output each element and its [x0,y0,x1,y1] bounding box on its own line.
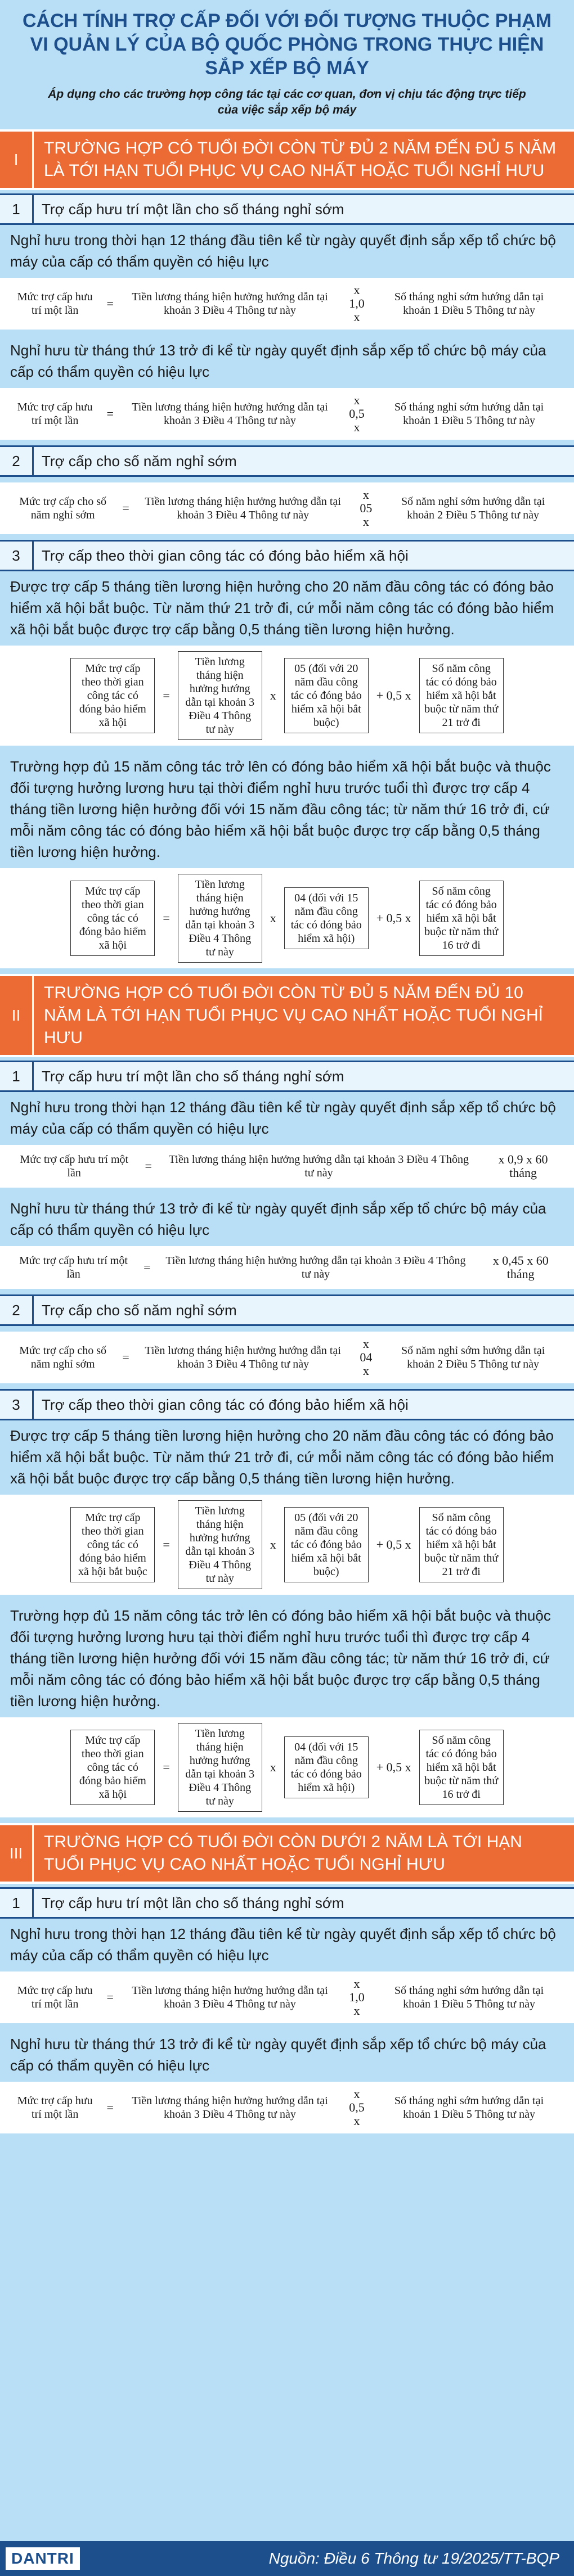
formula-term: = [122,1350,129,1364]
formula [0,1246,574,1289]
paragraph: Nghỉ hưu trong thời hạn 12 tháng đầu tiên kể từ ngày quyết định sắp xếp tổ chức bộ máy của cấp có thẩm quyền có hiệu lực [10,1925,556,1964]
dantri-logo[interactable]: DANTRI [6,2547,80,2570]
subsection-number: 3 [0,542,34,570]
formula-term: Số tháng nghỉ sớm hướng dẫn tại khoản 1 Điều 5 Thông tư này [394,401,544,427]
formula-term: Mức trợ cấp hưu trí một lần [17,1984,93,2010]
formula-term: 04 (đối với 15 năm đầu công tác có đóng bảo hiểm xã hội) [284,1736,369,1798]
formula-term: x 04 x [360,1337,373,1378]
formula-term: = [163,688,170,702]
formula [0,1972,574,2023]
subsection-number: 1 [0,1889,34,1917]
formula-term: Mức trợ cấp hưu trí một lần [17,291,93,317]
formula-term: Mức trợ cấp cho số năm nghỉ sớm [19,495,107,521]
formula-term: = [106,2100,114,2114]
paragraph: Được trợ cấp 5 tháng tiền lương hiện hưởng cho 20 năm đầu công tác có đóng bảo hiểm xã hội bắt buộc. Từ năm thứ 21 trở đi, cứ mỗi năm công tác có đóng bảo hiểm xã hội bắt buộc được trợ cấp bằng 0,5 tháng tiền lương hiện hưởng. [10,1427,554,1487]
formula [0,2082,574,2133]
formula-term: Mức trợ cấp theo thời gian công tác có đóng bảo hiểm xã hội [70,881,155,956]
formula-term: Tiền lương tháng hiện hưởng hướng dẫn tại khoản 3 Điều 4 Thông tư này [145,1345,341,1370]
formula-term: Số năm nghỉ sớm hướng dẫn tại khoản 2 Điều 5 Thông tư này [401,1345,545,1370]
section-header [0,1823,574,1884]
formula-term: 05 (đối với 20 năm đầu công tác có đóng bảo hiểm xã hội bắt buộc) [284,658,369,733]
formula-term: Mức trợ cấp theo thời gian công tác có đóng bảo hiểm xã hội bắt buộc [70,1507,155,1582]
formula-term: 04 (đối với 15 năm đầu công tác có đóng bảo hiểm xã hội) [284,887,369,949]
subsection-header [0,1294,574,1326]
subsection-number: 1 [0,1062,34,1090]
formula [0,1145,574,1188]
formula-term: Tiền lương tháng hiện hưởng hướng dẫn tại khoản 3 Điều 4 Thông tư này [178,1723,262,1812]
subsection-title: Trợ cấp cho số năm nghỉ sớm [42,453,237,470]
formula-term: = [163,1760,170,1774]
subsection-header [0,540,574,571]
formula-term: Số năm nghỉ sớm hướng dẫn tại khoản 2 Điều 5 Thông tư này [401,495,545,521]
formula-term: Tiền lương tháng hiện hưởng hướng dẫn tại khoản 3 Điều 4 Thông tư này [132,2095,328,2121]
formula-term: = [145,1159,152,1173]
formula-term: Mức trợ cấp theo thời gian công tác có đóng bảo hiểm xã hội [70,658,155,733]
formula-term: = [163,1537,170,1551]
formula-term: Số tháng nghỉ sớm hướng dẫn tại khoản 1 Điều 5 Thông tư này [394,291,544,317]
formula-term: Số năm công tác có đóng bảo hiểm xã hội bắt buộc từ năm thứ 16 trở đi [419,881,504,956]
formula-term: Tiền lương tháng hiện hưởng hướng dẫn tại khoản 3 Điều 4 Thông tư này [132,291,328,317]
page-subtitle: Áp dụng cho các trường hợp công tác tại các cơ quan, đơn vị chịu tác động trực tiếp của việc sắp xếp bộ máy [48,88,526,116]
subsection-number: 3 [0,1391,34,1419]
formula-term: 05 (đối với 20 năm đầu công tác có đóng bảo hiểm xã hội bắt buộc) [284,1507,369,1582]
section-number: II [0,976,34,1055]
formula-term: = [163,911,170,925]
formula-term: = [144,1260,151,1274]
formula-term: Tiền lương tháng hiện hưởng hướng dẫn tại khoản 3 Điều 4 Thông tư này [178,1500,262,1589]
header [0,0,574,129]
formula-term: = [106,407,114,421]
formula-term: Số tháng nghỉ sớm hướng dẫn tại khoản 1 Điều 5 Thông tư này [394,1984,544,2010]
formula-term: Tiền lương tháng hiện hưởng hướng dẫn tại khoản 3 Điều 4 Thông tư này [178,874,262,963]
section-number: I [0,132,34,188]
formula-term: x 0,45 x 60 tháng [492,1253,549,1281]
paragraph: Nghỉ hưu từ tháng thứ 13 trở đi kể từ ngày quyết định sắp xếp tổ chức bộ máy của cấp có thẩm quyền có hiệu lực [10,1200,546,1238]
formula-term: + 0,5 x [376,1760,411,1774]
formula [0,278,574,330]
formula-term: Mức trợ cấp hưu trí một lần [17,2095,93,2121]
subsection-header [0,193,574,225]
formula [0,868,574,968]
formula [0,1717,574,1817]
formula-term: Tiền lương tháng hiện hưởng hướng dẫn tại khoản 3 Điều 4 Thông tư này [165,1255,466,1280]
paragraph: Nghỉ hưu từ tháng thứ 13 trở đi kể từ ngày quyết định sắp xếp tổ chức bộ máy của cấp có thẩm quyền có hiệu lực [10,342,546,380]
formula [0,1332,574,1383]
subsection-number: 1 [0,195,34,223]
footer [0,2541,574,2576]
formula-term: x 05 x [360,488,373,529]
subsection-title: Trợ cấp hưu trí một lần cho số tháng nghỉ sớm [42,1068,344,1085]
subsection-title: Trợ cấp theo thời gian công tác có đóng bảo hiểm xã hội [42,547,409,564]
formula-term: Số năm công tác có đóng bảo hiểm xã hội bắt buộc từ năm thứ 21 trở đi [419,1507,504,1582]
section-title: TRƯỜNG HỢP CÓ TUỔI ĐỜI CÒN TỪ ĐỦ 5 NĂM ĐẾN ĐỦ 10 NĂM LÀ TỚI HẠN TUỔI PHỤC VỤ CAO NHẤT HOẶC TUỔI NGHỈ HƯU [44,984,543,1047]
paragraph: Trường hợp đủ 15 năm công tác trở lên có đóng bảo hiểm xã hội bắt buộc và thuộc đối tượng hưởng lương hưu tại thời điểm nghỉ hưu trước tuổi thì được trợ cấp 4 tháng tiền lương hiện hưởng đối với 15 năm đầu công tác; từ năm thứ 16 trở đi, cứ mỗi năm công tác có đóng bảo hiểm xã hội bắt buộc được trợ cấp bằng 0,5 tháng tiền lương hiện hưởng. [10,758,551,860]
source-note: Nguồn: Điều 6 Thông tư 19/2025/TT-BQP [268,2550,559,2567]
formula-term: x [270,688,276,702]
formula-term: + 0,5 x [376,688,411,702]
paragraph: Nghỉ hưu từ tháng thứ 13 trở đi kể từ ngày quyết định sắp xếp tổ chức bộ máy của cấp có thẩm quyền có hiệu lực [10,2036,546,2074]
section-title: TRƯỜNG HỢP CÓ TUỔI ĐỜI CÒN TỪ ĐỦ 2 NĂM ĐẾN ĐỦ 5 NĂM LÀ TỚI HẠN TUỔI PHỤC VỤ CAO NHẤT HOẶC TUỔI NGHỈ HƯU [44,139,557,180]
section-number: III [0,1825,34,1882]
subsection-title: Trợ cấp hưu trí một lần cho số tháng nghỉ sớm [42,1894,344,1911]
formula-term: x 0,9 x 60 tháng [498,1152,548,1180]
paragraph: Nghỉ hưu trong thời hạn 12 tháng đầu tiên kể từ ngày quyết định sắp xếp tổ chức bộ máy của cấp có thẩm quyền có hiệu lực [10,232,556,270]
subsection-header [0,1061,574,1092]
formula-term: Tiền lương tháng hiện hưởng hướng dẫn tại khoản 3 Điều 4 Thông tư này [145,495,341,521]
subsection-header [0,445,574,477]
page-title: CÁCH TÍNH TRỢ CẤP ĐỐI VỚI ĐỐI TƯỢNG THUỘC PHẠM VI QUẢN LÝ CỦA BỘ QUỐC PHÒNG TRONG THỰC HIỆN SẮP XẾP BỘ MÁY [22,10,552,79]
formula-term: Tiền lương tháng hiện hưởng hướng dẫn tại khoản 3 Điều 4 Thông tư này [168,1153,469,1179]
subsection-number: 2 [0,1296,34,1324]
formula-term: x [270,1537,276,1551]
subsection-number: 2 [0,447,34,475]
paragraph: Trường hợp đủ 15 năm công tác trở lên có đóng bảo hiểm xã hội bắt buộc và thuộc đối tượng hưởng lương hưu tại thời điểm nghỉ hưu trước tuổi thì được trợ cấp 4 tháng tiền lương hiện hưởng đối với 15 năm đầu công tác; từ năm thứ 16 trở đi, cứ mỗi năm công tác có đóng bảo hiểm xã hội bắt buộc được trợ cấp bằng 0,5 tháng tiền lương hiện hưởng. [10,1607,551,1709]
section-header [0,974,574,1057]
formula [0,646,574,746]
formula-term: = [106,1990,114,2004]
subsection-header [0,1389,574,1420]
formula-term: + 0,5 x [376,1537,411,1551]
subsection-header [0,1887,574,1919]
formula-term: Tiền lương tháng hiện hưởng hướng dẫn tại khoản 3 Điều 4 Thông tư này [178,651,262,740]
subsection-title: Trợ cấp hưu trí một lần cho số tháng nghỉ sớm [42,201,344,218]
subsection-title: Trợ cấp theo thời gian công tác có đóng bảo hiểm xã hội [42,1396,409,1413]
formula-term: x 0,5 x [349,2087,365,2128]
formula-term: x 1,0 x [349,1977,365,2018]
paragraph: Được trợ cấp 5 tháng tiền lương hiện hưởng cho 20 năm đầu công tác có đóng bảo hiểm xã hội bắt buộc. Từ năm thứ 21 trở đi, cứ mỗi năm công tác có đóng bảo hiểm xã hội bắt buộc được trợ cấp bằng 0,5 tháng tiền lương hiện hưởng. [10,578,554,638]
formula-term: Mức trợ cấp theo thời gian công tác có đóng bảo hiểm xã hội [70,1730,155,1805]
formula-term: Số năm công tác có đóng bảo hiểm xã hội bắt buộc từ năm thứ 21 trở đi [419,658,504,733]
formula [0,1495,574,1595]
section-title: TRƯỜNG HỢP CÓ TUỔI ĐỜI CÒN DƯỚI 2 NĂM LÀ TỚI HẠN TUỔI PHỤC VỤ CAO NHẤT HOẶC TUỔI NGHỈ HƯU [44,1833,522,1874]
content [0,129,574,2133]
subsection-title: Trợ cấp cho số năm nghỉ sớm [42,1302,237,1319]
formula-term: Mức trợ cấp cho số năm nghỉ sớm [19,1345,107,1370]
formula-term: = [106,296,114,310]
formula-term: Tiền lương tháng hiện hưởng hướng dẫn tại khoản 3 Điều 4 Thông tư này [132,1984,328,2010]
paragraph: Nghỉ hưu trong thời hạn 12 tháng đầu tiên kể từ ngày quyết định sắp xếp tổ chức bộ máy của cấp có thẩm quyền có hiệu lực [10,1099,556,1137]
formula-term: Số tháng nghỉ sớm hướng dẫn tại khoản 1 Điều 5 Thông tư này [394,2095,544,2121]
formula-term: Mức trợ cấp hưu trí một lần [17,401,93,427]
formula-term: Mức trợ cấp hưu trí một lần [20,1153,129,1179]
section-header [0,129,574,190]
formula-term: + 0,5 x [376,911,411,925]
formula-term: Số năm công tác có đóng bảo hiểm xã hội bắt buộc từ năm thứ 16 trở đi [419,1730,504,1805]
formula-term: Tiền lương tháng hiện hưởng hướng dẫn tại khoản 3 Điều 4 Thông tư này [132,401,328,427]
formula-term: Mức trợ cấp hưu trí một lần [19,1255,128,1280]
formula-term: x 0,5 x [349,393,365,434]
formula-term: x [270,1760,276,1774]
formula [0,388,574,440]
formula [0,482,574,534]
formula-term: = [122,501,129,515]
formula-term: x 1,0 x [349,283,365,324]
formula-term: x [270,911,276,925]
